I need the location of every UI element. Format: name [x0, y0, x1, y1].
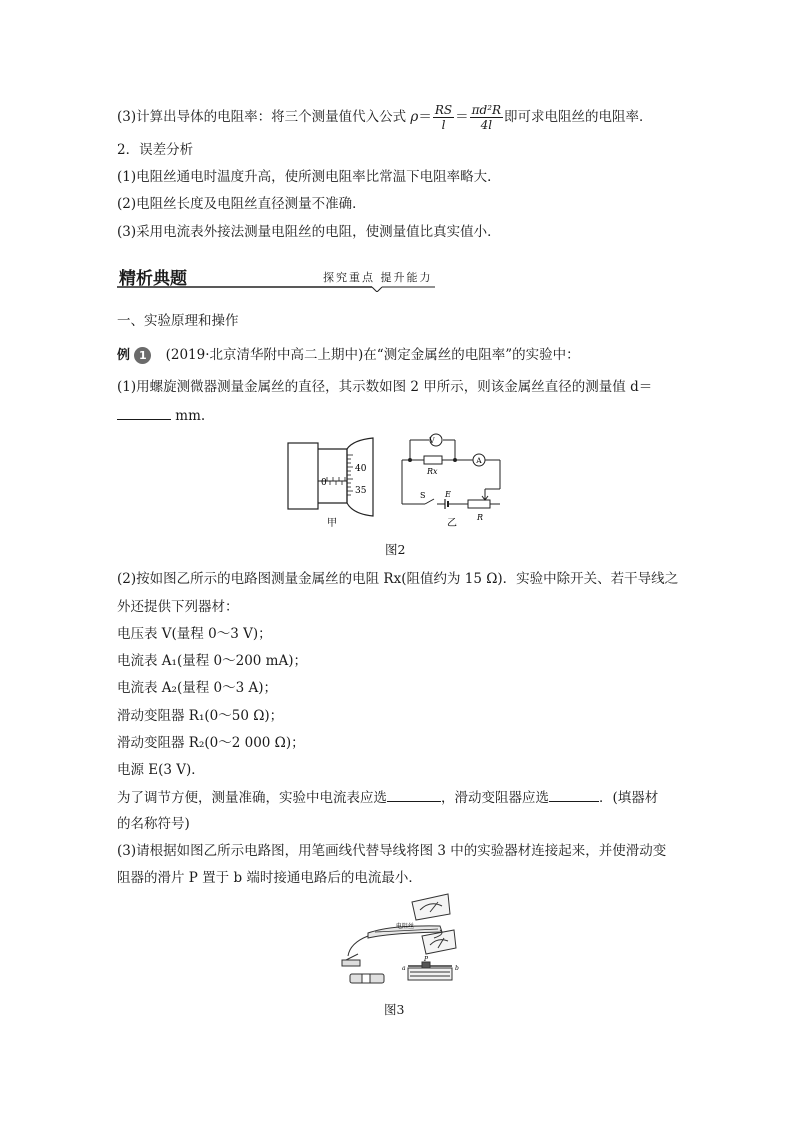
- fraction-numerator: πd²R: [471, 103, 502, 117]
- fraction-pid2r-over-4l: [470, 103, 503, 132]
- fraction-rs-over-l: [433, 103, 454, 132]
- section-underline: [117, 262, 437, 292]
- slider-label-b: b: [455, 965, 459, 972]
- micrometer-tick-0: 0: [321, 478, 327, 488]
- prompt-part2: ，滑动变阻器应选: [441, 790, 549, 806]
- figure2-diagram: [287, 433, 517, 533]
- equals-sign: ＝: [418, 109, 432, 125]
- ammeter-label: A: [476, 456, 482, 465]
- equipment-voltmeter: 电压表 V(量程 0～3 V)；: [117, 626, 272, 642]
- equipment-ammeter-a1: 电流表 A₁(量程 0～200 mA)；: [117, 653, 307, 669]
- slider-label-p: P: [424, 956, 429, 963]
- question-1-blank-line: [117, 405, 205, 426]
- equipment-rheostat-r1: 滑动变阻器 R₁(0～50 Ω)；: [117, 708, 284, 724]
- formula-prefix: (3)计算出导体的电阻率：将三个测量值代入公式: [117, 109, 407, 125]
- equipment-ammeter-a2: 电流表 A₂(量程 0～3 A)；: [117, 680, 277, 696]
- equals-sign: ＝: [455, 109, 469, 125]
- section-subtitle: 探究重点 提升能力: [323, 271, 433, 284]
- subsection-heading: 一、实验原理和操作: [117, 313, 239, 329]
- error-item-2: (2)电阻丝长度及电阻丝直径测量不准确．: [117, 196, 366, 212]
- error-analysis-heading: 2．误差分析: [117, 142, 194, 158]
- answer-blank-rheostat[interactable]: [549, 787, 599, 802]
- label-yi: 乙: [447, 518, 457, 529]
- formula-line: [117, 103, 653, 132]
- question-2-line2: 外还提供下列器材：: [117, 599, 239, 615]
- label-jia: 甲: [327, 518, 337, 529]
- rheostat-r: [468, 500, 490, 508]
- figure3-caption: 图3: [384, 1002, 405, 1017]
- question-2-prompt: [117, 787, 658, 808]
- question-3-line1: (3)请根据如图乙所示电路图，用笔画线代替导线将图 3 中的实验器材连接起来，并使滑动变: [117, 843, 667, 859]
- error-item-3: (3)采用电流表外接法测量电阻丝的电阻，使测量值比真实值小．: [117, 224, 501, 240]
- unit-mm: mm.: [175, 408, 206, 424]
- question-1-text: (1)用螺旋测微器测量金属丝的直径，其示数如图 2 甲所示，则该金属丝直径的测量值 d＝: [117, 379, 653, 395]
- example-label: 例: [117, 348, 131, 363]
- source-label: E: [445, 490, 451, 499]
- equipment-rheostat-r2: 滑动变阻器 R₂(0～2 000 Ω)；: [117, 735, 305, 751]
- fraction-denominator: l: [441, 118, 446, 132]
- switch-label: S: [420, 491, 426, 500]
- voltmeter-device: [412, 894, 450, 920]
- battery-device: [350, 974, 384, 983]
- figure2-caption: 图2: [385, 542, 406, 557]
- question-3-line2: 阻器的滑片 P 置于 b 端时接通电路后的电流最小．: [117, 870, 422, 886]
- figure3-apparatus: [330, 888, 480, 993]
- error-item-1: (1)电阻丝通电时温度升高，使所测电阻率比常温下电阻率略大．: [117, 169, 501, 185]
- voltmeter-label: V: [429, 436, 435, 445]
- prompt-part1: 为了调节方便，测量准确，实验中电流表应选: [117, 790, 387, 806]
- example-source-line: [117, 345, 580, 366]
- answer-blank-d[interactable]: [117, 405, 171, 420]
- section-title: 精析典题: [119, 269, 187, 289]
- question-2-prompt-line2: 的名称符号): [117, 816, 190, 832]
- fraction-denominator: 4l: [480, 118, 493, 132]
- formula-suffix: 即可求电阻丝的电阻率．: [504, 109, 653, 125]
- switch-device: [342, 954, 360, 966]
- answer-blank-ammeter[interactable]: [387, 787, 441, 802]
- rheostat-label: R: [477, 513, 484, 522]
- resistance-wire-label: 电阻丝: [396, 923, 415, 930]
- rheostat-device: [408, 962, 452, 980]
- section-header: [117, 262, 437, 290]
- fraction-numerator: RS: [434, 103, 453, 117]
- micrometer-drawing: [288, 438, 373, 529]
- resistor-rx: [424, 456, 442, 464]
- resistor-rx-label: Rx: [427, 467, 438, 476]
- micrometer-tick-40: 40: [355, 464, 367, 474]
- example-number-badge: 1: [134, 347, 151, 364]
- equipment-source: 电源 E(3 V)．: [117, 762, 205, 778]
- rho-symbol: ρ: [410, 109, 419, 125]
- example-source: (2019·北京清华附中高二上期中)在“测定金属丝的电阻率”的实验中：: [165, 347, 580, 363]
- ammeter-device: [422, 930, 456, 954]
- micrometer-tick-35: 35: [355, 486, 367, 496]
- slider-label-a: a: [402, 965, 406, 972]
- prompt-part3: ．(填器材: [599, 790, 659, 806]
- circuit-diagram: [402, 434, 500, 509]
- question-2-line1: (2)按如图乙所示的电路图测量金属丝的电阻 Rx(阻值约为 15 Ω)．实验中除开关、若干导线之: [117, 571, 679, 587]
